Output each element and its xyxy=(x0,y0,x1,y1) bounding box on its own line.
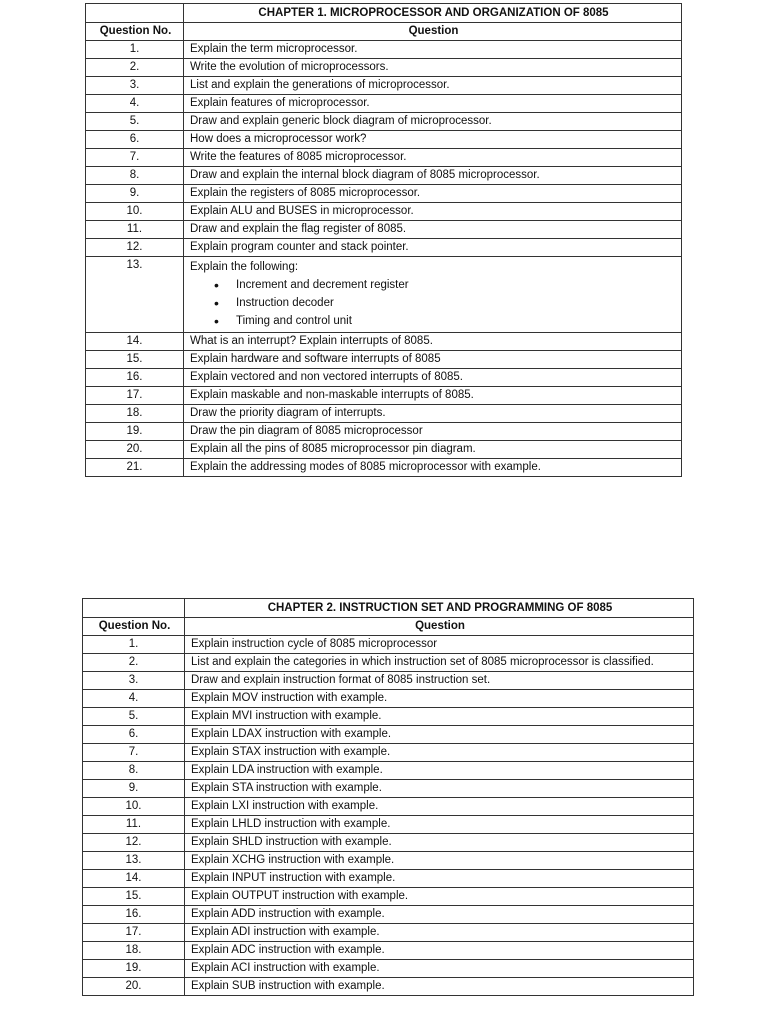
bullet-item: • Increment and decrement register xyxy=(190,276,677,294)
table-row xyxy=(86,185,682,203)
question-text: Explain features of microprocessor. xyxy=(184,95,682,113)
question-number: 9. xyxy=(86,185,184,203)
table-row xyxy=(83,672,694,690)
chapter-title-row xyxy=(86,4,682,23)
table-row xyxy=(83,762,694,780)
table-row xyxy=(86,95,682,113)
question-text: Explain SHLD instruction with example. xyxy=(185,834,694,852)
question-number: 5. xyxy=(86,113,184,131)
chapter-2-question-table xyxy=(82,598,694,996)
table-row xyxy=(83,978,694,996)
question-text: Explain all the pins of 8085 microprocessor pin diagram. xyxy=(184,441,682,459)
table-row xyxy=(83,708,694,726)
question-number: 17. xyxy=(83,924,185,942)
table-row xyxy=(86,423,682,441)
table-row xyxy=(86,77,682,95)
question-lead-text: Explain the following: xyxy=(190,261,299,273)
table-row xyxy=(86,203,682,221)
question-number: 1. xyxy=(83,636,185,654)
question-number: 14. xyxy=(86,333,184,351)
table-row xyxy=(83,870,694,888)
question-text: Explain MOV instruction with example. xyxy=(185,690,694,708)
question-text: List and explain the generations of microprocessor. xyxy=(184,77,682,95)
table-row xyxy=(86,459,682,477)
question-number: 14. xyxy=(83,870,185,888)
table-row xyxy=(83,834,694,852)
table-row xyxy=(86,351,682,369)
question-number: 4. xyxy=(86,95,184,113)
table-row xyxy=(83,798,694,816)
table-row xyxy=(86,113,682,131)
question-text: Explain hardware and software interrupts of 8085 xyxy=(184,351,682,369)
question-number: 9. xyxy=(83,780,185,798)
header-spacer-cell xyxy=(86,4,184,23)
question-number: 10. xyxy=(86,203,184,221)
question-number: 5. xyxy=(83,708,185,726)
table-row xyxy=(86,257,682,333)
table-row xyxy=(86,441,682,459)
chapter-1-rows xyxy=(86,41,682,477)
table-row xyxy=(83,906,694,924)
question-text: Explain XCHG instruction with example. xyxy=(185,852,694,870)
question-text: Explain SUB instruction with example. xyxy=(185,978,694,996)
question-number: 8. xyxy=(86,167,184,185)
table-row xyxy=(86,369,682,387)
table-row xyxy=(86,41,682,59)
question-number: 18. xyxy=(83,942,185,960)
question-number: 10. xyxy=(83,798,185,816)
question-number: 6. xyxy=(83,726,185,744)
question-number: 2. xyxy=(86,59,184,77)
column-header-row xyxy=(83,618,694,636)
question-text: Write the evolution of microprocessors. xyxy=(184,59,682,77)
bullet-list xyxy=(190,276,677,330)
question-text: Draw and explain the internal block diagram of 8085 microprocessor. xyxy=(184,167,682,185)
table-row xyxy=(86,221,682,239)
question-number: 21. xyxy=(86,459,184,477)
question-number: 1. xyxy=(86,41,184,59)
table-row xyxy=(83,888,694,906)
question-text: Draw and explain generic block diagram of microprocessor. xyxy=(184,113,682,131)
question-number: 2. xyxy=(83,654,185,672)
question-number: 7. xyxy=(86,149,184,167)
question-text: Explain LXI instruction with example. xyxy=(185,798,694,816)
question-text xyxy=(184,257,682,333)
chapter-title-row xyxy=(83,599,694,618)
table-row xyxy=(83,960,694,978)
table-row xyxy=(86,149,682,167)
table-row xyxy=(83,726,694,744)
question-text: Explain INPUT instruction with example. xyxy=(185,870,694,888)
table-row xyxy=(83,780,694,798)
question-number: 19. xyxy=(86,423,184,441)
question-text: How does a microprocessor work? xyxy=(184,131,682,149)
bullet-item: • Timing and control unit xyxy=(190,312,677,330)
question-number: 3. xyxy=(86,77,184,95)
table-row xyxy=(83,942,694,960)
question-number: 11. xyxy=(83,816,185,834)
table-row xyxy=(86,239,682,257)
question-number: 12. xyxy=(86,239,184,257)
question-text: Explain STA instruction with example. xyxy=(185,780,694,798)
question-number: 12. xyxy=(83,834,185,852)
table-row xyxy=(86,333,682,351)
question-text: Explain program counter and stack pointer. xyxy=(184,239,682,257)
chapter-1-question-table xyxy=(85,3,682,477)
table-row xyxy=(83,816,694,834)
table-row xyxy=(83,654,694,672)
question-text: Write the features of 8085 microprocessor. xyxy=(184,149,682,167)
table-row xyxy=(83,636,694,654)
bullet-item: • Instruction decoder xyxy=(190,294,677,312)
question-text: Explain LHLD instruction with example. xyxy=(185,816,694,834)
question-number: 16. xyxy=(86,369,184,387)
question-text: What is an interrupt? Explain interrupts of 8085. xyxy=(184,333,682,351)
question-text: Draw and explain the flag register of 8085. xyxy=(184,221,682,239)
question-header: Question xyxy=(184,23,682,41)
question-text: Explain ADD instruction with example. xyxy=(185,906,694,924)
table-row xyxy=(83,852,694,870)
question-text: Draw the pin diagram of 8085 microprocessor xyxy=(184,423,682,441)
table-row xyxy=(86,59,682,77)
question-text: Draw and explain instruction format of 8085 instruction set. xyxy=(185,672,694,690)
question-text: Explain MVI instruction with example. xyxy=(185,708,694,726)
question-text: Explain ADC instruction with example. xyxy=(185,942,694,960)
table-row xyxy=(83,924,694,942)
question-number: 16. xyxy=(83,906,185,924)
question-text: Explain the registers of 8085 microprocessor. xyxy=(184,185,682,203)
question-text: Explain ACI instruction with example. xyxy=(185,960,694,978)
question-text: Explain OUTPUT instruction with example. xyxy=(185,888,694,906)
question-text: Explain the addressing modes of 8085 microprocessor with example. xyxy=(184,459,682,477)
table-row xyxy=(86,405,682,423)
question-text: Explain instruction cycle of 8085 microprocessor xyxy=(185,636,694,654)
column-header-row xyxy=(86,23,682,41)
question-number: 15. xyxy=(86,351,184,369)
question-number: 17. xyxy=(86,387,184,405)
header-spacer-cell xyxy=(83,599,185,618)
table-row xyxy=(86,131,682,149)
question-number: 20. xyxy=(86,441,184,459)
question-number: 13. xyxy=(83,852,185,870)
question-number: 20. xyxy=(83,978,185,996)
question-number: 6. xyxy=(86,131,184,149)
chapter-1-title: CHAPTER 1. MICROPROCESSOR AND ORGANIZATION OF 8085 xyxy=(184,4,682,23)
question-number: 4. xyxy=(83,690,185,708)
question-text: Explain maskable and non-maskable interrupts of 8085. xyxy=(184,387,682,405)
question-number: 19. xyxy=(83,960,185,978)
table-row xyxy=(83,744,694,762)
question-text: Explain STAX instruction with example. xyxy=(185,744,694,762)
table-row xyxy=(86,387,682,405)
question-number-header: Question No. xyxy=(86,23,184,41)
question-text: Explain LDA instruction with example. xyxy=(185,762,694,780)
question-number-header: Question No. xyxy=(83,618,185,636)
question-number: 13. xyxy=(86,257,184,333)
question-text: List and explain the categories in which instruction set of 8085 microprocessor is classified. xyxy=(185,654,694,672)
table-row xyxy=(83,690,694,708)
question-text: Explain ADI instruction with example. xyxy=(185,924,694,942)
question-text: Explain the term microprocessor. xyxy=(184,41,682,59)
question-number: 7. xyxy=(83,744,185,762)
question-number: 11. xyxy=(86,221,184,239)
question-text: Draw the priority diagram of interrupts. xyxy=(184,405,682,423)
question-text: Explain LDAX instruction with example. xyxy=(185,726,694,744)
table-row xyxy=(86,167,682,185)
question-header: Question xyxy=(185,618,694,636)
question-text: Explain vectored and non vectored interrupts of 8085. xyxy=(184,369,682,387)
question-number: 8. xyxy=(83,762,185,780)
chapter-2-rows xyxy=(83,636,694,996)
question-number: 3. xyxy=(83,672,185,690)
question-number: 18. xyxy=(86,405,184,423)
question-number: 15. xyxy=(83,888,185,906)
question-text: Explain ALU and BUSES in microprocessor. xyxy=(184,203,682,221)
chapter-2-title: CHAPTER 2. INSTRUCTION SET AND PROGRAMMING OF 8085 xyxy=(185,599,694,618)
